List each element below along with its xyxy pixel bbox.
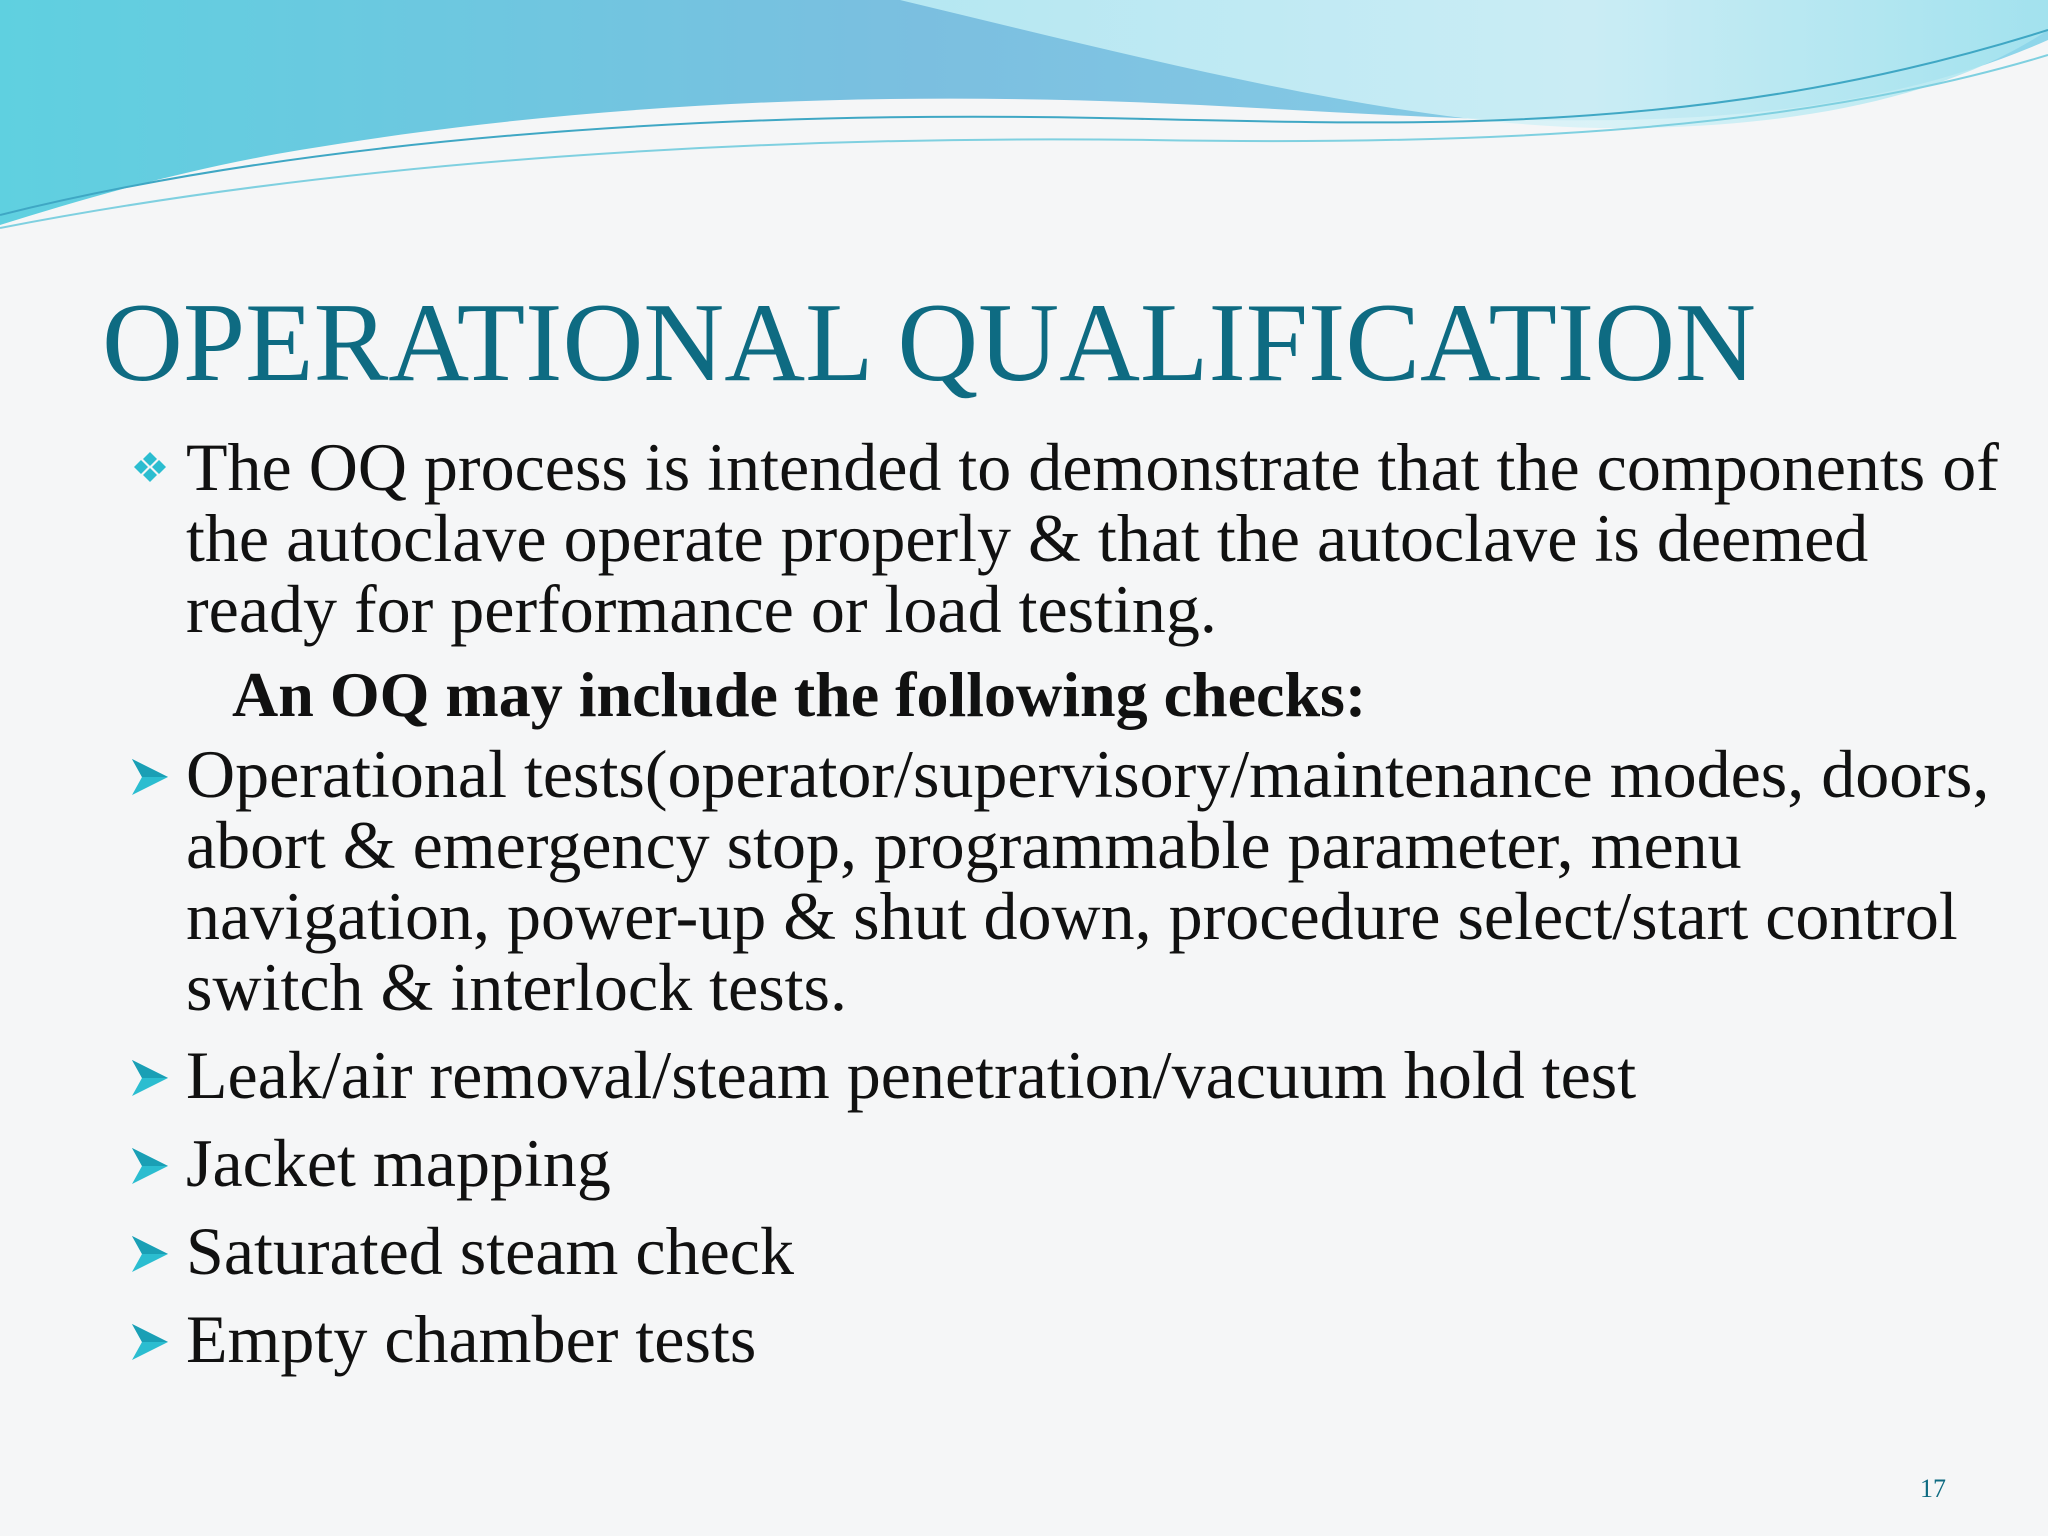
intro-text: The OQ process is intended to demonstrate that the components of the autoclave operate properly & that the autoclave is deemed ready for performance or load testing. (186, 429, 1999, 647)
page-number: 17 (1920, 1474, 1946, 1503)
arrow-right-bullet-icon (128, 1304, 182, 1375)
check-item (128, 736, 2008, 1025)
arrow-right-bullet-icon (128, 1128, 182, 1199)
check-text: Leak/air removal/steam penetration/vacuum hold test (186, 1037, 1637, 1113)
check-text: Empty chamber tests (186, 1301, 757, 1377)
diamond-cluster-bullet-icon (128, 432, 182, 503)
check-text: Operational tests(operator/supervisory/maintenance modes, doors, abort & emergency stop, programmable parameter, menu navigation, power-up & shut down, procedure select/start control switch & interlock tests. (186, 736, 1990, 1025)
check-item (128, 1213, 2008, 1289)
header-wave-decoration (0, 0, 2048, 240)
arrow-right-bullet-icon (128, 1216, 182, 1287)
check-item (128, 1125, 2008, 1201)
check-text: Saturated steam check (186, 1213, 794, 1289)
check-item (128, 1301, 2008, 1377)
intro-paragraph (128, 429, 2008, 647)
arrow-right-bullet-icon (128, 1040, 182, 1111)
slide-title: OPERATIONAL QUALIFICATION (102, 281, 1756, 405)
check-text: Jacket mapping (186, 1125, 611, 1201)
slide-body (128, 429, 2008, 1392)
check-item (128, 1037, 2008, 1113)
arrow-right-bullet-icon (128, 739, 182, 810)
checks-subheading: An OQ may include the following checks: (232, 659, 1367, 730)
